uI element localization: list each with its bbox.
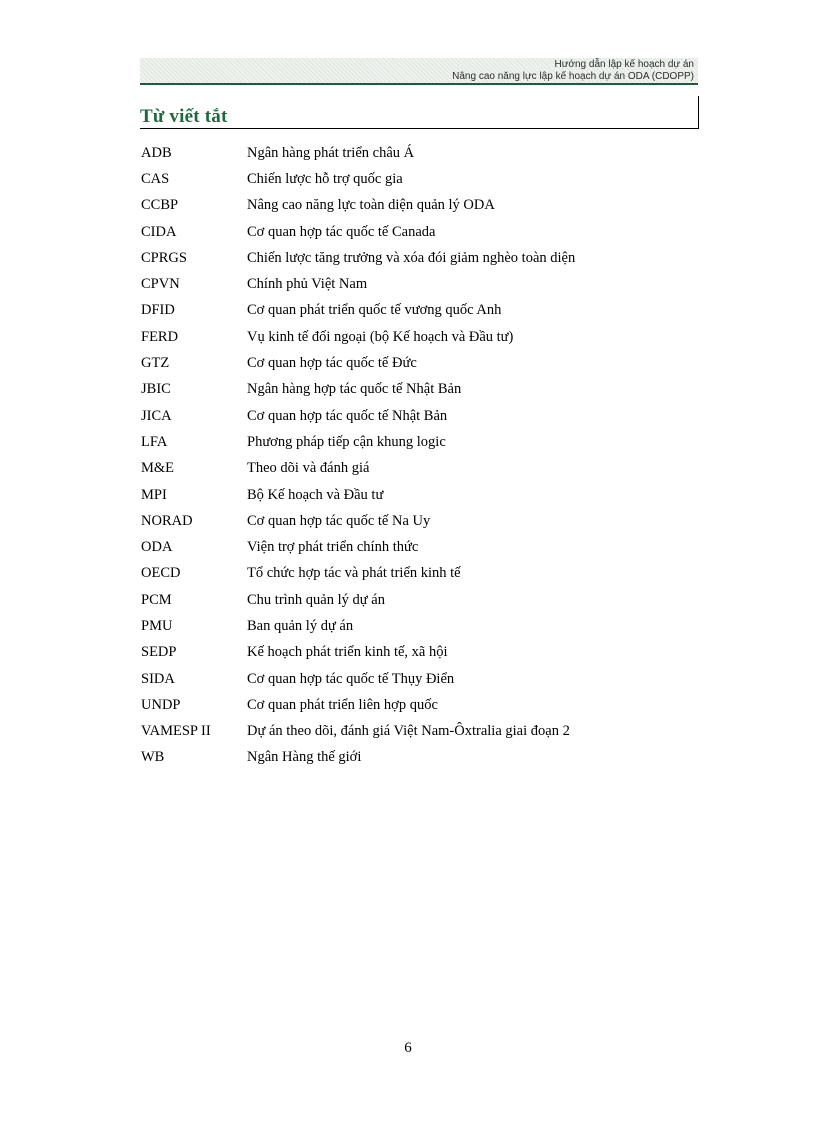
abbreviation-code: PCM — [141, 591, 172, 608]
running-header-line2: Nâng cao năng lực lập kế hoạch dự án ODA (CDOPP) — [452, 71, 694, 82]
abbreviation-code: CAS — [141, 170, 170, 187]
abbreviation-description: Cơ quan hợp tác quốc tế Đức — [247, 355, 417, 372]
abbreviation-row — [141, 613, 575, 639]
running-header-line1: Hướng dẫn lập kế hoạch dự án — [554, 59, 694, 70]
abbreviation-code: UNDP — [141, 696, 181, 713]
header-divider — [140, 83, 698, 85]
page-number: 6 — [404, 1040, 412, 1056]
abbreviation-row — [141, 508, 575, 534]
abbreviation-description: Cơ quan hợp tác quốc tế Canada — [247, 223, 436, 240]
abbreviation-code: PMU — [141, 617, 173, 634]
abbreviation-row — [141, 271, 575, 297]
abbreviation-description: Kế hoạch phát triển kinh tế, xã hội — [247, 644, 448, 661]
abbreviation-code: CIDA — [141, 223, 177, 240]
abbreviation-row — [141, 692, 575, 718]
abbreviation-description: Ngân Hàng thế giới — [247, 749, 362, 766]
abbreviation-row — [141, 193, 575, 219]
abbreviation-row — [141, 745, 575, 771]
abbreviation-description: Cơ quan phát triển quốc tế vương quốc Anh — [247, 302, 502, 319]
title-rule-right — [698, 96, 699, 129]
abbreviation-description: Ngân hàng phát triển châu Á — [247, 144, 415, 161]
abbreviation-code: OECD — [141, 565, 181, 582]
abbreviation-code: JICA — [141, 407, 172, 424]
abbreviation-row — [141, 719, 575, 745]
abbreviation-code: CPVN — [141, 276, 180, 293]
abbreviation-row — [141, 324, 575, 350]
abbreviation-row — [141, 298, 575, 324]
abbreviation-code: CCBP — [141, 197, 179, 214]
abbreviation-description: Cơ quan phát triển liên hợp quốc — [247, 696, 438, 713]
abbreviation-code: WB — [141, 749, 165, 766]
abbreviation-description: Chu trình quản lý dự án — [247, 591, 385, 608]
abbreviation-description: Theo dõi và đánh giá — [247, 460, 370, 477]
abbreviation-code: VAMESP II — [141, 723, 211, 740]
abbreviation-row — [141, 640, 575, 666]
abbreviation-code: ADB — [141, 144, 172, 161]
abbreviation-code: JBIC — [141, 381, 171, 398]
abbreviation-description: Cơ quan hợp tác quốc tế Nhật Bản — [247, 407, 448, 424]
abbreviation-description: Tổ chức hợp tác và phát triển kinh tế — [247, 565, 461, 582]
abbreviation-description: Cơ quan hợp tác quốc tế Na Uy — [247, 512, 431, 529]
abbreviation-row — [141, 350, 575, 376]
abbreviation-list — [141, 140, 575, 771]
abbreviation-code: MPI — [141, 486, 167, 503]
abbreviation-code: SEDP — [141, 644, 177, 661]
abbreviation-row — [141, 534, 575, 560]
abbreviation-code: LFA — [141, 433, 168, 450]
abbreviation-row — [141, 140, 575, 166]
abbreviation-row — [141, 456, 575, 482]
abbreviation-code: NORAD — [141, 512, 193, 529]
running-header — [452, 59, 694, 83]
abbreviation-row — [141, 377, 575, 403]
abbreviation-description: Ban quản lý dự án — [247, 617, 354, 634]
abbreviation-code: CPRGS — [141, 249, 187, 266]
abbreviation-description: Phương pháp tiếp cận khung logic — [247, 433, 446, 450]
abbreviation-description: Vụ kinh tế đối ngoại (bộ Kế hoạch và Đầu tư) — [247, 328, 514, 345]
abbreviation-row — [141, 219, 575, 245]
abbreviation-description: Chiến lược tăng trưởng và xóa đói giảm nghèo toàn diện — [247, 249, 576, 266]
abbreviation-code: ODA — [141, 539, 173, 556]
abbreviation-description: Bộ Kế hoạch và Đầu tư — [247, 486, 384, 503]
abbreviation-description: Cơ quan hợp tác quốc tế Thụy Điển — [247, 670, 455, 687]
abbreviation-code: DFID — [141, 302, 175, 319]
section-title: Từ viết tắt — [140, 106, 228, 127]
abbreviation-description: Chính phủ Việt Nam — [247, 276, 368, 293]
abbreviation-row — [141, 403, 575, 429]
abbreviation-row — [141, 666, 575, 692]
abbreviation-row — [141, 166, 575, 192]
abbreviation-description: Chiến lược hỗ trợ quốc gia — [247, 170, 403, 187]
abbreviation-description: Viện trợ phát triển chính thức — [247, 539, 419, 556]
abbreviation-code: M&E — [141, 460, 175, 477]
abbreviation-row — [141, 245, 575, 271]
abbreviation-description: Dự án theo dõi, đánh giá Việt Nam-Ôxtralia giai đoạn 2 — [247, 723, 570, 740]
abbreviation-description: Nâng cao năng lực toàn diện quản lý ODA — [247, 197, 495, 214]
abbreviation-row — [141, 587, 575, 613]
abbreviation-code: FERD — [141, 328, 179, 345]
abbreviation-code: SIDA — [141, 670, 175, 687]
abbreviation-row — [141, 482, 575, 508]
abbreviation-description: Ngân hàng hợp tác quốc tế Nhật Bản — [247, 381, 462, 398]
abbreviation-row — [141, 429, 575, 455]
abbreviation-code: GTZ — [141, 355, 170, 372]
abbreviation-row — [141, 561, 575, 587]
title-rule-bottom — [140, 128, 699, 129]
